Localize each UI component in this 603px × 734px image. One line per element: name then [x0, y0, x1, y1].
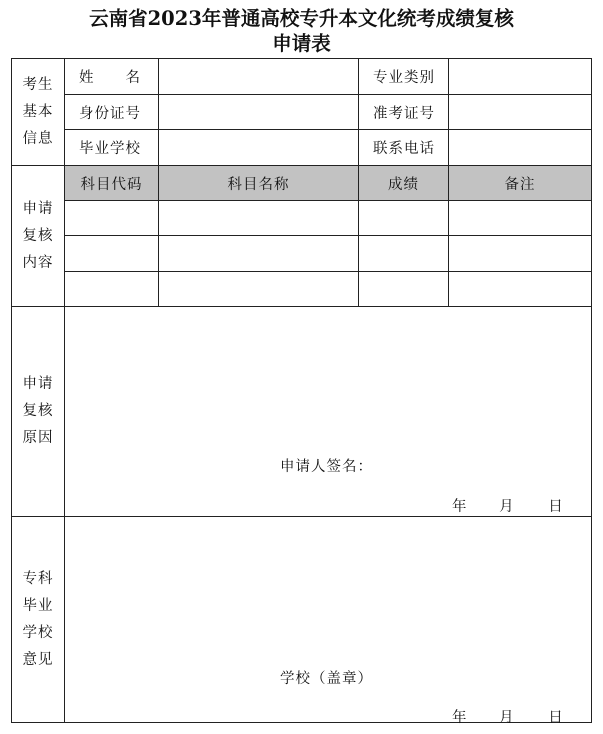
score-cell[interactable]	[359, 236, 449, 272]
exam-number-field[interactable]	[449, 95, 592, 130]
form-subtitle: 申请表	[272, 32, 331, 55]
school-opinion-date: 年 月 日	[452, 710, 564, 726]
application-form-table	[11, 58, 592, 726]
subject-code-header: 科目代码	[65, 166, 159, 201]
subject-name-cell[interactable]	[159, 201, 359, 236]
id-number-label: 身份证号	[65, 95, 159, 130]
subject-code-cell[interactable]	[65, 272, 159, 307]
table-row	[12, 236, 592, 272]
subject-code-cell[interactable]	[65, 201, 159, 236]
student-info-section-label: 考生 基本 信息	[12, 59, 65, 166]
subject-code-cell[interactable]	[65, 236, 159, 272]
phone-field[interactable]	[449, 130, 592, 166]
exam-number-label: 准考证号	[359, 95, 449, 130]
form-title: 云南省2023年普通高校专升本文化统考成绩复核	[89, 7, 514, 30]
school-opinion-area[interactable]	[65, 517, 592, 726]
table-row	[12, 201, 592, 236]
phone-label: 联系电话	[359, 130, 449, 166]
table-row	[12, 272, 592, 307]
remarks-cell[interactable]	[449, 236, 592, 272]
remarks-cell[interactable]	[449, 201, 592, 236]
graduated-school-label: 毕业学校	[65, 130, 159, 166]
id-number-field[interactable]	[159, 95, 359, 130]
major-category-field[interactable]	[449, 59, 592, 95]
subject-name-cell[interactable]	[159, 236, 359, 272]
school-opinion-section-label: 专科 毕业 学校 意见	[12, 517, 65, 723]
review-reason-area[interactable]	[65, 307, 592, 517]
name-field[interactable]	[159, 59, 359, 95]
score-cell[interactable]	[359, 272, 449, 307]
major-category-label: 专业类别	[359, 59, 449, 95]
remarks-header: 备注	[449, 166, 592, 201]
subject-name-header: 科目名称	[159, 166, 359, 201]
applicant-signature-label: 申请人签名：	[280, 459, 373, 475]
school-seal-label: 学校（盖章）	[280, 671, 373, 687]
review-content-section-label: 申请 复核 内容	[12, 166, 65, 307]
score-header: 成绩	[359, 166, 449, 201]
subject-name-cell[interactable]	[159, 272, 359, 307]
score-cell[interactable]	[359, 201, 449, 236]
name-label: 姓 名	[65, 59, 159, 95]
review-reason-date: 年 月 日	[452, 499, 564, 515]
graduated-school-field[interactable]	[159, 130, 359, 166]
review-reason-section-label: 申请 复核 原因	[12, 307, 65, 517]
remarks-cell[interactable]	[449, 272, 592, 307]
